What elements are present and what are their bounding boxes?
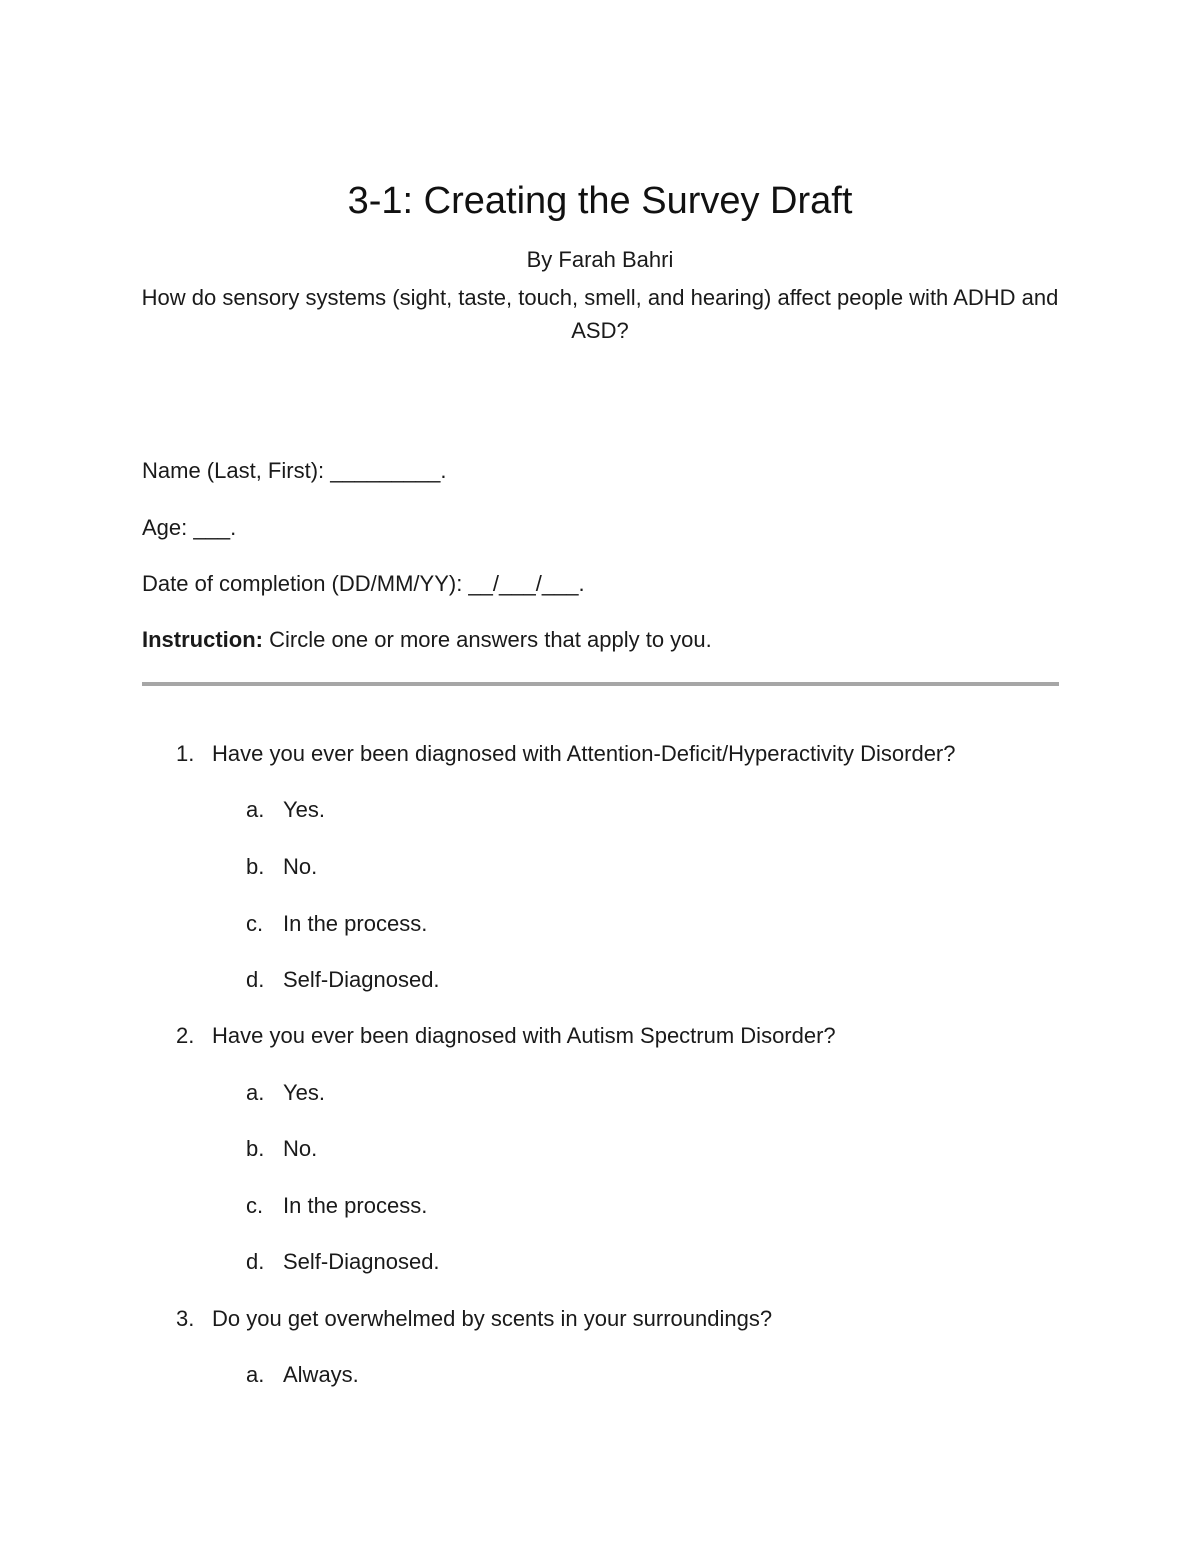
question-number: 2. <box>176 1023 195 1048</box>
date-field: Date of completion (DD/MM/YY): __/___/___. <box>142 571 585 596</box>
instruction <box>142 627 712 653</box>
question-number: 1. <box>176 741 195 766</box>
instruction-label: Instruction: <box>142 627 263 652</box>
horizontal-divider <box>142 682 1059 686</box>
name-field: Name (Last, First): _________. <box>142 458 447 483</box>
answer-option: Self-Diagnosed. <box>283 967 440 992</box>
question-text: Have you ever been diagnosed with Autism Spectrum Disorder? <box>212 1023 836 1048</box>
answer-option: Self-Diagnosed. <box>283 1249 440 1274</box>
option-letter: b. <box>246 854 265 879</box>
option-letter: d. <box>246 1249 265 1274</box>
document-title: 3-1: Creating the Survey Draft <box>347 180 853 222</box>
author-byline: By Farah Bahri <box>526 247 674 272</box>
option-letter: a. <box>246 797 265 822</box>
answer-option: Yes. <box>283 1080 326 1105</box>
option-letter: c. <box>246 911 264 936</box>
option-letter: b. <box>246 1136 265 1161</box>
option-letter: c. <box>246 1193 264 1218</box>
question-text: Do you get overwhelmed by scents in your surroundings? <box>212 1306 773 1331</box>
answer-option: No. <box>283 854 318 879</box>
research-question: How do sensory systems (sight, taste, touch, smell, and hearing) affect people with ADHD and ASD? <box>141 285 1059 343</box>
instruction-text: Circle one or more answers that apply to you. <box>263 627 712 652</box>
question-number: 3. <box>176 1306 195 1331</box>
answer-option: No. <box>283 1136 318 1161</box>
answer-option: Yes. <box>283 797 326 822</box>
option-letter: a. <box>246 1362 265 1387</box>
question-text: Have you ever been diagnosed with Attention-Deficit/Hyperactivity Disorder? <box>212 741 956 766</box>
option-letter: d. <box>246 967 265 992</box>
answer-option: In the process. <box>283 911 428 936</box>
option-letter: a. <box>246 1080 265 1105</box>
answer-option: In the process. <box>283 1193 428 1218</box>
age-field: Age: ___. <box>142 515 237 540</box>
answer-option: Always. <box>283 1362 359 1387</box>
